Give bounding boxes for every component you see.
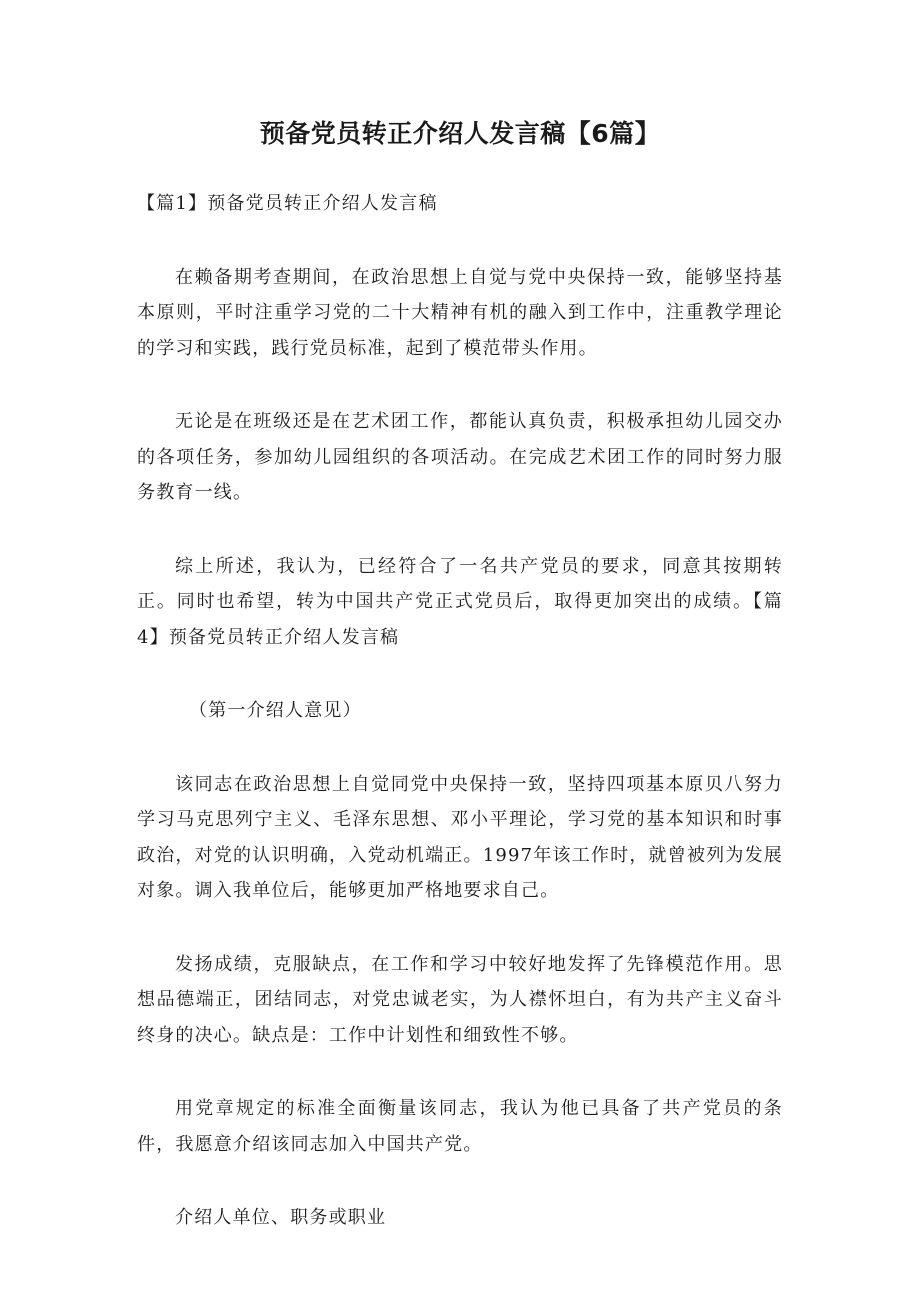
document-body [137,186,783,1274]
paragraph-4-opinion-label: （第一介绍人意见） [189,700,362,721]
paragraph-2: 无论是在班级还是在艺术团工作，都能认真负责，积极承担幼儿园交办的各项任务，参加幼儿园组织的各项活动。在完成艺术团工作的同时努力服务教育一线。 [137,411,783,503]
paragraph-1: 在赖备期考查期间，在政治思想上自觉与党中央保持一致，能够坚持基本原则，平时注重学习党的二十大精神有机的融入到工作中，注重教学理论的学习和实践，践行党员标准，起到了模范带头作用。 [137,266,783,359]
document-title: 预备党员转正介绍人发言稿【6篇】 [259,119,661,148]
paragraph-8-signature-label: 介绍人单位、职务或职业 [175,1207,387,1228]
paragraph-5: 该同志在政治思想上自觉同党中央保持一致，坚持四项基本原贝八努力学习马克思列宁主义、毛泽东思想、邓小平理论，学习党的基本知识和时事政治，对党的认识明确，入党动机端正。1997年该工作时，就曾被列为发展对象。调入我单位后，能够更加严格地要求自己。 [137,773,783,901]
paragraph-3: 综上所述，我认为，已经符合了一名共产党员的要求，同意其按期转正。同时也希望，转为中国共产党正式党员后，取得更加突出的成绩。【篇4】预备党员转正介绍人发言稿 [137,555,783,648]
paragraph-7: 用党章规定的标准全面衡量该同志，我认为他已具备了共产党员的条件，我愿意介绍该同志加入中国共产党。 [137,1098,783,1155]
section-heading-1: 【篇1】预备党员转正介绍人发言稿 [137,193,438,214]
paragraph-6: 发扬成绩，克服缺点，在工作和学习中较好地发挥了先锋模范作用。思想品德端正，团结同志，对党忠诚老实，为人襟怀坦白，有为共产主义奋斗终身的决心。缺点是：工作中计划性和细致性不够。 [137,953,783,1046]
